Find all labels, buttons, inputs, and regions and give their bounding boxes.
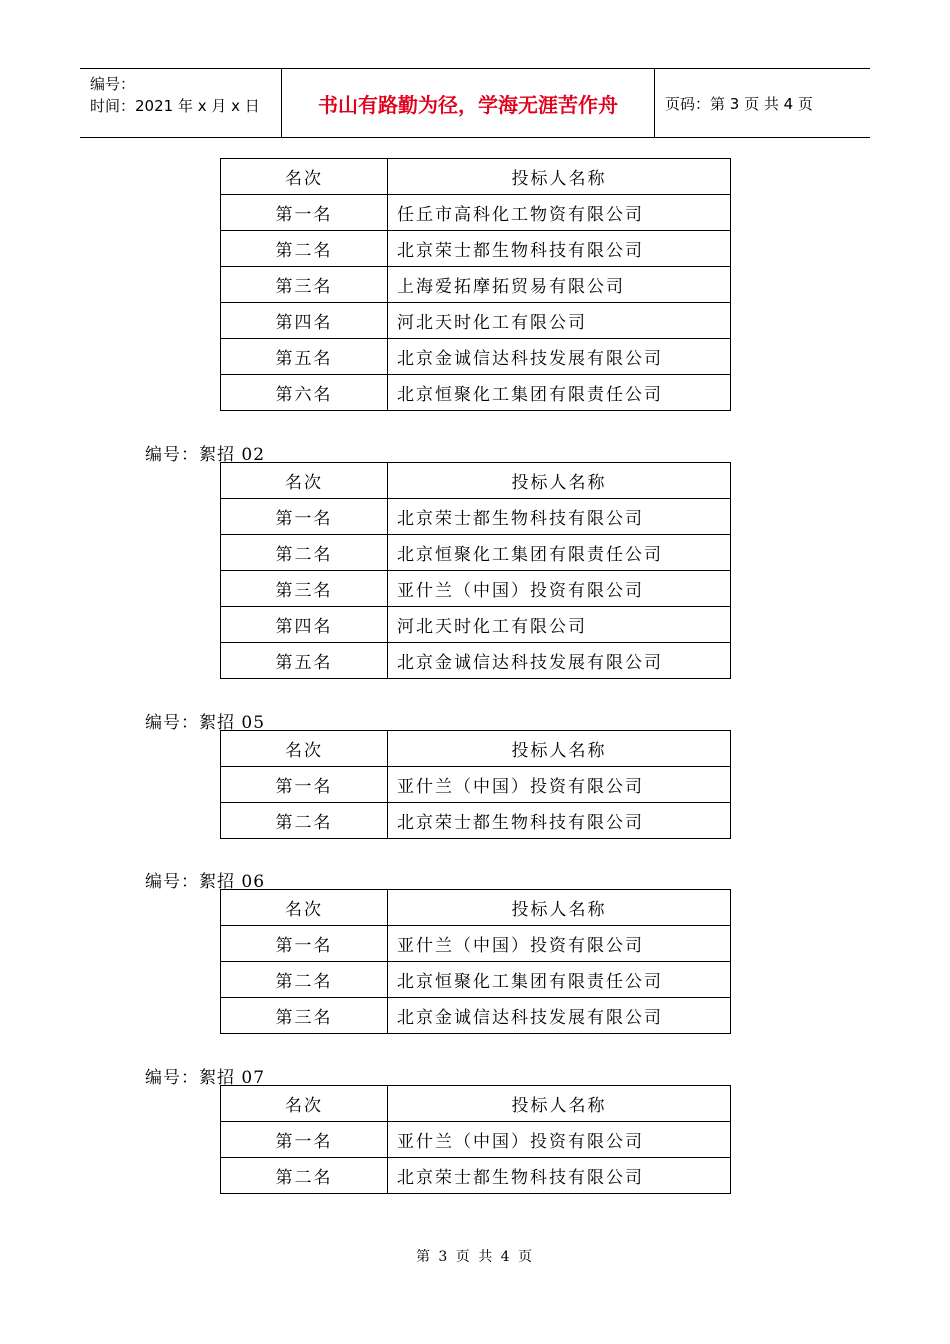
column-header-bidder: 投标人名称 xyxy=(388,890,731,926)
table-row xyxy=(221,926,731,962)
table-header-row xyxy=(221,463,731,499)
table-row xyxy=(221,339,731,375)
rank-cell: 第二名 xyxy=(221,535,388,571)
ranking-table xyxy=(220,158,731,411)
table-row xyxy=(221,535,731,571)
table-row xyxy=(221,195,731,231)
table-row xyxy=(221,499,731,535)
bidder-cell: 北京荣士都生物科技有限公司 xyxy=(388,499,731,535)
bidder-cell: 北京荣士都生物科技有限公司 xyxy=(388,1158,731,1194)
table-row xyxy=(221,303,731,339)
ranking-table xyxy=(220,889,731,1034)
rank-cell: 第二名 xyxy=(221,803,388,839)
table-row xyxy=(221,803,731,839)
rank-cell: 第五名 xyxy=(221,339,388,375)
rank-cell: 第二名 xyxy=(221,231,388,267)
table-header-row xyxy=(221,1086,731,1122)
header-motto: 书山有路勤为径，学海无涯苦作舟 xyxy=(318,92,618,117)
table-row xyxy=(221,375,731,411)
table-row xyxy=(221,267,731,303)
bidder-cell: 北京恒聚化工集团有限责任公司 xyxy=(388,375,731,411)
rank-cell: 第三名 xyxy=(221,998,388,1034)
bidder-cell: 亚什兰（中国）投资有限公司 xyxy=(388,926,731,962)
bidder-cell: 亚什兰（中国）投资有限公司 xyxy=(388,767,731,803)
header-meta xyxy=(90,73,260,117)
rank-cell: 第五名 xyxy=(221,643,388,679)
table-row xyxy=(221,571,731,607)
table-row xyxy=(221,1122,731,1158)
table-row xyxy=(221,962,731,998)
ranking-table xyxy=(220,462,731,679)
header-divider xyxy=(654,69,655,137)
bidder-cell: 北京恒聚化工集团有限责任公司 xyxy=(388,962,731,998)
column-header-rank: 名次 xyxy=(221,1086,388,1122)
ranking-table xyxy=(220,1085,731,1194)
table-row xyxy=(221,1158,731,1194)
section-label: 编号：絮招 06 xyxy=(145,872,266,892)
column-header-rank: 名次 xyxy=(221,890,388,926)
section-label: 编号：絮招 05 xyxy=(145,713,266,733)
rank-cell: 第二名 xyxy=(221,962,388,998)
bidder-cell: 北京金诚信达科技发展有限公司 xyxy=(388,339,731,375)
bidder-cell: 亚什兰（中国）投资有限公司 xyxy=(388,571,731,607)
rank-cell: 第一名 xyxy=(221,926,388,962)
rank-cell: 第二名 xyxy=(221,1158,388,1194)
ranking-table xyxy=(220,730,731,839)
table-row xyxy=(221,998,731,1034)
bidder-cell: 河北天时化工有限公司 xyxy=(388,303,731,339)
column-header-rank: 名次 xyxy=(221,159,388,195)
bidder-cell: 北京金诚信达科技发展有限公司 xyxy=(388,998,731,1034)
column-header-bidder: 投标人名称 xyxy=(388,731,731,767)
rank-cell: 第六名 xyxy=(221,375,388,411)
bidder-cell: 上海爱拓摩拓贸易有限公司 xyxy=(388,267,731,303)
column-header-rank: 名次 xyxy=(221,731,388,767)
rank-cell: 第一名 xyxy=(221,1122,388,1158)
header-number-label: 编号： xyxy=(90,75,136,93)
rank-cell: 第四名 xyxy=(221,303,388,339)
rank-cell: 第三名 xyxy=(221,571,388,607)
rank-cell: 第三名 xyxy=(221,267,388,303)
page-footer: 第 3 页 共 4 页 xyxy=(415,1249,535,1265)
rank-cell: 第一名 xyxy=(221,499,388,535)
rank-cell: 第一名 xyxy=(221,767,388,803)
table-row xyxy=(221,643,731,679)
column-header-bidder: 投标人名称 xyxy=(388,463,731,499)
table-row xyxy=(221,607,731,643)
table-header-row xyxy=(221,890,731,926)
section-label: 编号：絮招 02 xyxy=(145,445,266,465)
column-header-rank: 名次 xyxy=(221,463,388,499)
bidder-cell: 北京恒聚化工集团有限责任公司 xyxy=(388,535,731,571)
table-header-row xyxy=(221,159,731,195)
column-header-bidder: 投标人名称 xyxy=(388,159,731,195)
column-header-bidder: 投标人名称 xyxy=(388,1086,731,1122)
bidder-cell: 任丘市高科化工物资有限公司 xyxy=(388,195,731,231)
header-time-label: 时间：2021 年 x 月 x 日 xyxy=(90,97,260,115)
bidder-cell: 北京荣士都生物科技有限公司 xyxy=(388,231,731,267)
section-label: 编号：絮招 07 xyxy=(145,1068,266,1088)
table-row xyxy=(221,767,731,803)
table-header-row xyxy=(221,731,731,767)
bidder-cell: 北京荣士都生物科技有限公司 xyxy=(388,803,731,839)
header-page-number: 页码：第 3 页 共 4 页 xyxy=(665,94,813,113)
rank-cell: 第四名 xyxy=(221,607,388,643)
bidder-cell: 河北天时化工有限公司 xyxy=(388,607,731,643)
bidder-cell: 北京金诚信达科技发展有限公司 xyxy=(388,643,731,679)
rank-cell: 第一名 xyxy=(221,195,388,231)
table-row xyxy=(221,231,731,267)
page-header xyxy=(80,68,870,138)
bidder-cell: 亚什兰（中国）投资有限公司 xyxy=(388,1122,731,1158)
